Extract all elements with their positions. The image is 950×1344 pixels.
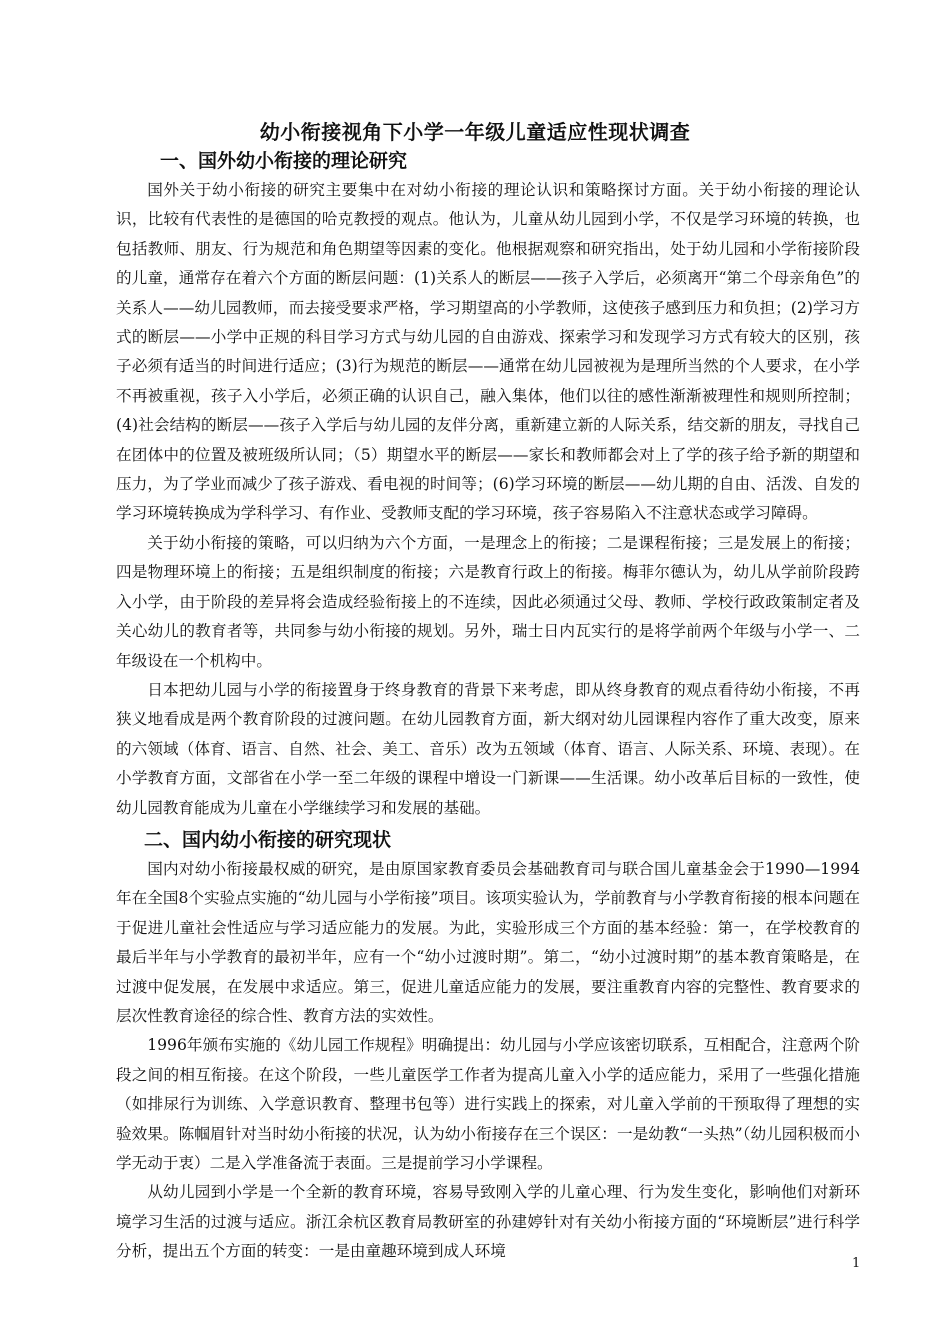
section-heading-domestic: 二、国内幼小衔接的研究现状 [144,828,392,851]
paragraph: 关于幼小衔接的策略，可以归纳为六个方面，一是理念上的衔接；二是课程衔接；三是发展上的衔接；四是物理环境上的衔接；五是组织制度的衔接；六是教育行政上的衔接。梅菲尔德认为，幼儿从学前阶段跨入小学，由于阶段的差异将会造成经验衔接上的不连续，因此必须通过父母、教师、学校行政政策制定者及关心幼儿的教育者等，共同参与幼小衔接的规划。另外，瑞士日内瓦实行的是将学前两个年级与小学一、二年级设在一个机构中。 [116,533,860,670]
page-number: 1 [852,1256,861,1271]
paragraph: 1996年颁布实施的《幼儿园工作规程》明确提出：幼儿园与小学应该密切联系，互相配合，注意两个阶段之间的相互衔接。在这个阶段，一些儿童医学工作者为提高儿童入小学的适应能力，采用了一些强化措施（如排尿行为训练、入学意识教育、整理书包等）进行实践上的探索，对儿童入学前的干预取得了理想的实验效果。陈帼眉针对当时幼小衔接的状况，认为幼小衔接存在三个误区：一是幼教“一头热”（幼儿园积极而小学无动于衷）二是入学准备流于表面。三是提前学习小学课程。 [116,1036,860,1172]
paragraph: 国外关于幼小衔接的研究主要集中在对幼小衔接的理论认识和策略探讨方面。关于幼小衔接的理论认识，比较有代表性的是德国的哈克教授的观点。他认为，儿童从幼儿园到小学，不仅是学习环境的转换，也包括教师、朋友、行为规范和角色期望等因素的变化。他根据观察和研究指出，处于幼儿园和小学衔接阶段的儿童，通常存在着六个方面的断层问题：(1)关系人的断层——孩子入学后，必须离开“第二个母亲角色”的关系人——幼儿园教师，而去接受要求严格，学习期望高的小学教师，这使孩子感到压力和负担；(2)学习方式的断层——小学中正规的科目学习方式与幼儿园的自由游戏、探索学习和发现学习方式有较大的区别，孩子必须有适当的时间进行适应；(3)行为规范的断层——通常在幼儿园被视为是理所当然的个人要求，在小学不再被重视，孩子入小学后，必须正确的认识自己，融入集体，他们以往的感性渐渐被理性和规则所控制；(4)社会结构的断层——孩子入学后与幼儿园的友伴分离，重新建立新的人际关系，结交新的朋友，寻找自己在团体中的位置及被班级所认同；（5）期望水平的断层——家长和教师都会对上了学的孩子给予新的期望和压力，为了学业而减少了孩子游戏、看电视的时间等；(6)学习环境的断层——幼儿期的自由、活泼、自发的学习环境转换成为学科学习、有作业、受教师支配的学习环境，孩子容易陷入不注意状态或学习障碍。 [116,181,860,523]
section-heading-foreign: 一、国外幼小衔接的理论研究 [160,150,408,172]
document-body [116,146,860,1267]
paragraph: 国内对幼小衔接最权威的研究，是由原国家教育委员会基础教育司与联合国儿童基金会于1990—1994年在全国8个实验点实施的“幼儿园与小学衔接”项目。该项实验认为，学前教育与小学教育衔接的根本问题在于促进儿童社会性适应与学习适应能力的发展。为此，实验形成三个方面的基本经验：第一，在学校教育的最后半年与小学教育的最初半年，应有一个“幼小过渡时期”。第二，“幼小过渡时期”的基本教育策略是，在过渡中促发展，在发展中求适应。第三，促进儿童适应能力的发展，要注重教育内容的完整性、教育要求的层次性教育途径的综合性、教育方法的实效性。 [116,859,860,1025]
paragraph: 日本把幼儿园与小学的衔接置身于终身教育的背景下来考虑，即从终身教育的观点看待幼小衔接，不再狭义地看成是两个教育阶段的过渡问题。在幼儿园教育方面，新大纲对幼儿园课程内容作了重大改变，原来的六领域（体育、语言、自然、社会、美工、音乐）改为五领域（体育、语言、人际关系、环境、表现）。在小学教育方面，文部省在小学一至二年级的课程中增设一门新课——生活课。幼小改革后目标的一致性，使幼儿园教育能成为儿童在小学继续学习和发展的基础。 [116,680,860,817]
paragraph: 从幼儿园到小学是一个全新的教育环境，容易导致刚入学的儿童心理、行为发生变化，影响他们对新环境学习生活的过渡与适应。浙江余杭区教育局教研室的孙建婷针对有关幼小衔接方面的“环境断层”进行科学分析，提出五个方面的转变：一是由童趣环境到成人环境 [116,1183,860,1261]
document-title: 幼小衔接视角下小学一年级儿童适应性现状调查 [259,120,691,144]
